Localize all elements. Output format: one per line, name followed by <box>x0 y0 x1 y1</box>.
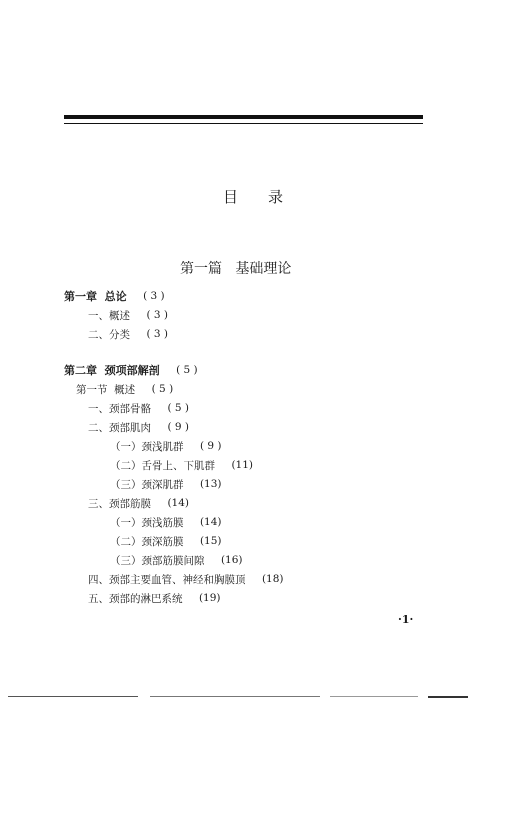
entry-page: ( 5 ) <box>167 402 189 414</box>
entry-label: （二）舌骨上、下肌群 <box>110 459 215 472</box>
entry-label: （三）颈部筋膜间隙 <box>110 554 205 567</box>
entry-label: 三、颈部筋膜 <box>88 497 151 510</box>
entry-label: 第一节 概述 <box>76 383 136 396</box>
bottom-scan-line <box>8 696 138 697</box>
entry-page: (18) <box>261 573 284 585</box>
entry-label: （一）颈浅肌群 <box>110 440 184 453</box>
entry-page: ( 3 ) <box>143 290 165 302</box>
entry-page: (15) <box>199 535 222 547</box>
entry-label: 二、颈部肌肉 <box>88 421 151 434</box>
entry-page: ( 5 ) <box>176 364 198 376</box>
bottom-scan-line <box>428 696 468 698</box>
entry-label: （二）颈深筋膜 <box>110 535 184 548</box>
entry-label: （一）颈浅筋膜 <box>110 516 184 529</box>
entry-page: (19) <box>198 592 221 604</box>
entry-label: 一、概述 <box>88 309 130 322</box>
entry-page: (11) <box>231 459 253 471</box>
entry-label: 一、颈部骨骼 <box>88 402 151 415</box>
entry-label: （三）颈深肌群 <box>110 478 184 491</box>
entry-label: 第一章 总论 <box>64 290 127 303</box>
header-rule-thin <box>64 123 423 124</box>
entry-page: ( 3 ) <box>146 328 168 340</box>
entry-label: 四、颈部主要血管、神经和胸膜顶 <box>88 573 246 586</box>
toc-title: 目录 <box>222 188 313 206</box>
header-rule-thick <box>64 115 423 119</box>
entry-label: 二、分类 <box>88 328 130 341</box>
page-number: ·1· <box>398 613 414 626</box>
bottom-scan-line <box>150 696 320 697</box>
bottom-scan-line <box>330 696 418 697</box>
entry-label: 五、颈部的淋巴系统 <box>88 592 183 605</box>
entry-page: (13) <box>199 478 222 490</box>
entry-page: ( 9 ) <box>167 421 189 433</box>
entry-page: ( 5 ) <box>151 383 174 395</box>
entry-page: (14) <box>199 516 222 528</box>
part-title: 第一篇 基础理论 <box>180 261 292 277</box>
entry-page: ( 3 ) <box>146 309 168 321</box>
entry-label: 第二章 颈项部解剖 <box>64 364 160 377</box>
entry-page: (16) <box>220 554 243 566</box>
entry-page: ( 9 ) <box>199 440 222 452</box>
entry-page: (14) <box>167 497 189 509</box>
